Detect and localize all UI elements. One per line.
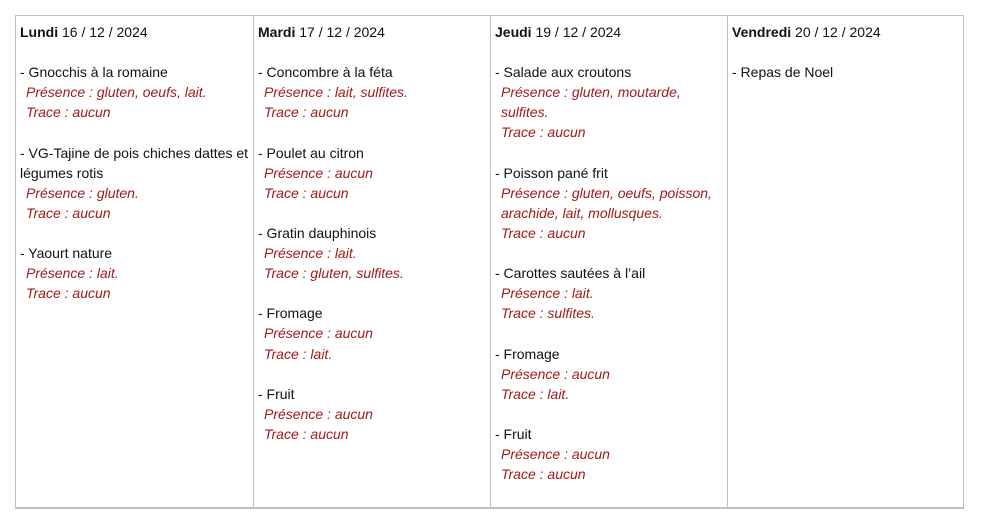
menu-item: [495, 263, 723, 323]
dish-name: - Yaourt nature: [20, 245, 113, 262]
menu-item: [732, 62, 959, 82]
dish-name: - Gratin dauphinois: [258, 224, 377, 241]
day-header: [732, 22, 959, 42]
dish-name: - Salade aux croutons: [495, 64, 632, 81]
dish-name: - Repas de Noel: [732, 64, 834, 81]
menu-item: [20, 243, 249, 303]
dish-name: - Fromage: [258, 305, 323, 322]
allergen-presence: Présence : lait, sulfites.: [264, 84, 408, 101]
allergen-trace: Trace : sulfites.: [501, 305, 595, 322]
menu-item: [20, 62, 249, 122]
day-date: 20 / 12 / 2024: [795, 24, 881, 40]
dish-name: - Poulet au citron: [258, 144, 364, 161]
day-column-tuesday: [253, 16, 490, 507]
allergen-trace: Trace : aucun: [264, 184, 349, 201]
day-header: [20, 22, 249, 42]
dish-name: - Carottes sautées à l’ail: [495, 265, 646, 282]
allergen-presence: Présence : gluten, oeufs, poisson, arachide, lait, mollusques.: [501, 184, 712, 221]
menu-item: [20, 143, 249, 223]
day-date: 16 / 12 / 2024: [62, 24, 148, 40]
allergen-presence: Présence : aucun: [501, 445, 610, 462]
menu-item: [495, 344, 723, 404]
allergen-presence: Présence : gluten, oeufs, lait.: [26, 84, 207, 101]
allergen-presence: Présence : lait.: [264, 245, 357, 262]
allergen-trace: Trace : lait.: [264, 345, 333, 362]
dish-name: - Concombre à la féta: [258, 64, 393, 81]
allergen-trace: Trace : lait.: [501, 385, 570, 402]
allergen-presence: Présence : lait.: [26, 265, 119, 282]
day-column-thursday: [490, 16, 727, 507]
allergen-trace: Trace : aucun: [26, 104, 111, 121]
dish-name: - Poisson pané frit: [495, 164, 608, 181]
allergen-trace: Trace : aucun: [264, 104, 349, 121]
dish-name: - Fruit: [495, 425, 532, 442]
weekly-menu-table: [15, 15, 964, 509]
dish-name: - Fromage: [495, 345, 560, 362]
dish-name: - Gnocchis à la romaine: [20, 64, 168, 81]
dish-name: - Fruit: [258, 385, 295, 402]
allergen-trace: Trace : aucun: [501, 124, 586, 141]
day-name: Jeudi: [495, 24, 532, 40]
allergen-presence: Présence : lait.: [501, 285, 594, 302]
allergen-trace: Trace : gluten, sulfites.: [264, 265, 404, 282]
day-header: [495, 22, 723, 42]
menu-item: [258, 303, 486, 363]
menu-item: [258, 62, 486, 122]
allergen-trace: Trace : aucun: [501, 224, 586, 241]
day-column-friday: [727, 16, 964, 507]
allergen-trace: Trace : aucun: [501, 466, 586, 483]
allergen-trace: Trace : aucun: [26, 285, 111, 302]
day-header: [258, 22, 486, 42]
menu-item: [495, 163, 723, 243]
allergen-presence: Présence : aucun: [264, 325, 373, 342]
menu-item: [258, 143, 486, 203]
day-date: 17 / 12 / 2024: [299, 24, 385, 40]
day-name: Lundi: [20, 24, 59, 40]
allergen-trace: Trace : aucun: [26, 204, 111, 221]
menu-item: [495, 62, 723, 142]
menu-item: [495, 424, 723, 484]
day-name: Mardi: [258, 24, 296, 40]
allergen-presence: Présence : aucun: [264, 164, 373, 181]
menu-item: [258, 384, 486, 444]
menu-item: [258, 223, 486, 283]
day-column-monday: [15, 16, 253, 507]
allergen-presence: Présence : aucun: [501, 365, 610, 382]
allergen-presence: Présence : gluten, moutarde, sulfites.: [501, 84, 681, 121]
dish-name: - VG-Tajine de pois chiches dattes et légumes rotis: [20, 144, 249, 181]
day-date: 19 / 12 / 2024: [535, 24, 622, 40]
allergen-trace: Trace : aucun: [264, 425, 349, 442]
day-name: Vendredi: [732, 24, 792, 40]
allergen-presence: Présence : gluten.: [26, 184, 139, 201]
allergen-presence: Présence : aucun: [264, 405, 373, 422]
